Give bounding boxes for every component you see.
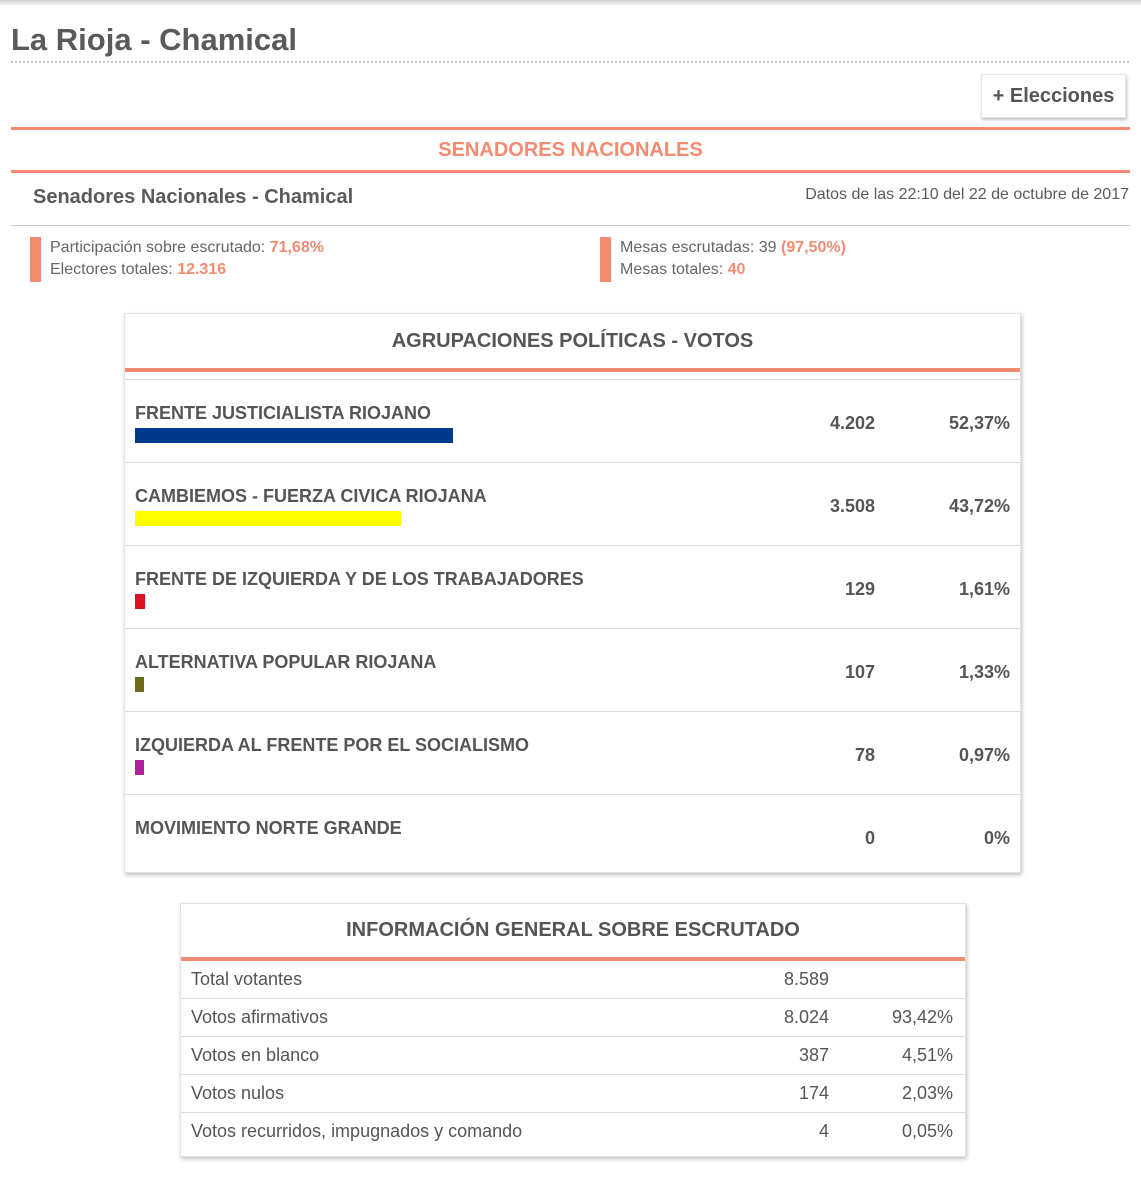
parties-votes-card	[124, 313, 1021, 873]
electors-label: Electores totales:	[50, 261, 173, 278]
info-row	[181, 1037, 965, 1075]
party-percentage: 1,61%	[958, 579, 1010, 599]
info-row	[181, 1113, 965, 1151]
party-row	[125, 546, 1020, 629]
mesas-totales-value: 40	[727, 261, 746, 278]
info-card-title: INFORMACIÓN GENERAL SOBRE ESCRUTADO	[181, 904, 965, 961]
elecciones-button[interactable]: + Elecciones	[981, 74, 1126, 118]
subheader-title: Senadores Nacionales - Chamical	[33, 186, 354, 208]
mesas-totales-line	[620, 259, 846, 281]
party-name: FRENTE JUSTICIALISTA RIOJANO	[135, 403, 432, 423]
participation-line	[50, 237, 324, 259]
party-percentage: 52,37%	[948, 413, 1010, 433]
party-name: IZQUIERDA AL FRENTE POR EL SOCIALISMO	[135, 735, 530, 755]
party-row	[125, 795, 1020, 877]
mesas-escrutadas-label: Mesas escrutadas: 39	[620, 239, 777, 256]
info-value: 8.589	[689, 961, 833, 999]
party-votes: 0	[864, 828, 875, 848]
subheader-divider	[11, 225, 1130, 226]
general-info-card	[180, 903, 966, 1157]
party-vote-bar	[135, 511, 401, 526]
info-percentage: 4,51%	[833, 1037, 965, 1075]
info-value: 387	[689, 1037, 833, 1075]
party-percentage: 0,97%	[958, 745, 1010, 765]
party-vote-bar	[135, 594, 145, 609]
party-votes: 107	[844, 662, 875, 682]
title-divider	[11, 61, 1129, 63]
participation-value: 71,68%	[269, 239, 324, 256]
info-percentage: 2,03%	[833, 1075, 965, 1113]
electors-value: 12.316	[177, 261, 227, 278]
mesas-escrutadas-pct: (97,50%)	[780, 239, 846, 256]
info-table	[181, 961, 965, 1150]
party-vote-bar	[135, 428, 453, 443]
info-row	[181, 999, 965, 1037]
electors-line	[50, 259, 324, 281]
info-label: Votos nulos	[181, 1075, 689, 1113]
party-votes: 4.202	[829, 413, 875, 433]
party-percentage: 43,72%	[948, 496, 1010, 516]
info-label: Total votantes	[181, 961, 689, 999]
party-votes: 78	[854, 745, 875, 765]
party-name: MOVIMIENTO NORTE GRANDE	[135, 818, 402, 838]
party-row	[125, 712, 1020, 795]
mesas-escrutadas-line	[620, 237, 846, 259]
party-row	[125, 380, 1020, 463]
info-row	[181, 961, 965, 999]
party-percentage: 1,33%	[958, 662, 1010, 682]
party-name: FRENTE DE IZQUIERDA Y DE LOS TRABAJADORES	[135, 569, 584, 589]
party-votes: 3.508	[829, 496, 875, 516]
mesas-stats	[600, 237, 846, 282]
info-label: Votos recurridos, impugnados y comando	[191, 1121, 523, 1141]
party-row	[125, 629, 1020, 712]
parties-card-title: AGRUPACIONES POLÍTICAS - VOTOS	[125, 314, 1020, 372]
party-list	[125, 380, 1020, 877]
info-label: Votos en blanco	[181, 1037, 689, 1075]
data-timestamp: Datos de las 22:10 del 22 de octubre de 2017	[805, 186, 1129, 203]
party-percentage: 0%	[983, 828, 1010, 848]
page-title: La Rioja - Chamical	[11, 22, 297, 57]
info-percentage: 93,42%	[833, 999, 965, 1037]
mesas-totales-label: Mesas totales:	[620, 261, 724, 278]
info-value: 174	[689, 1075, 833, 1113]
info-percentage	[833, 961, 965, 999]
party-row	[125, 463, 1020, 546]
info-label: Votos afirmativos	[181, 999, 689, 1037]
section-label: SENADORES NACIONALES	[438, 138, 703, 161]
party-vote-bar	[135, 677, 144, 692]
participation-label: Participación sobre escrutado:	[50, 239, 266, 256]
info-percentage: 0,05%	[901, 1121, 953, 1141]
section-header	[11, 127, 1130, 173]
party-votes: 129	[844, 579, 875, 599]
info-value: 8.024	[689, 999, 833, 1037]
info-row	[181, 1075, 965, 1113]
top-shadow	[0, 0, 1141, 6]
party-name: CAMBIEMOS - FUERZA CIVICA RIOJANA	[135, 486, 487, 506]
party-vote-bar	[135, 760, 144, 775]
info-value: 4	[818, 1121, 829, 1141]
participation-stats	[30, 237, 324, 282]
party-name: ALTERNATIVA POPULAR RIOJANA	[135, 652, 437, 672]
